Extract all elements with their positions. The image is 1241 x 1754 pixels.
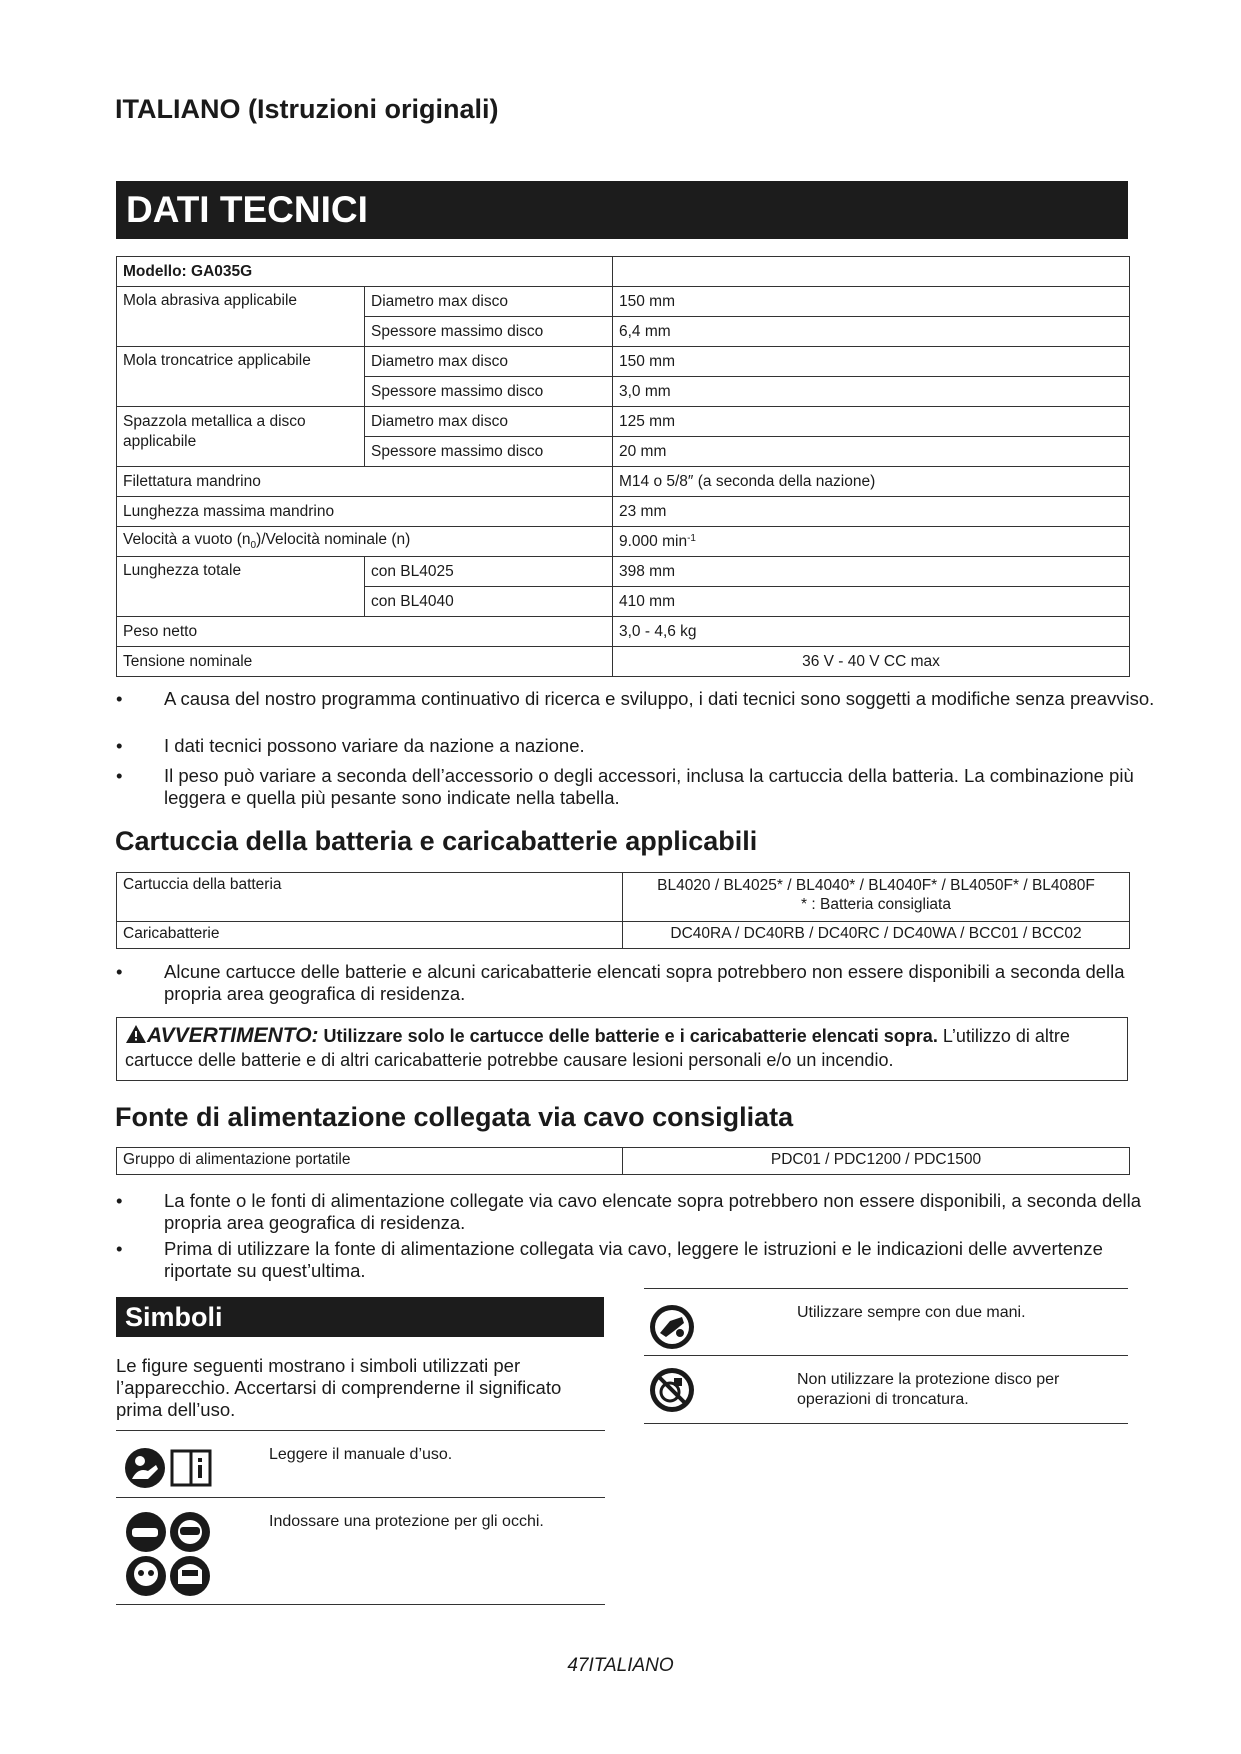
two-hands-icon [648, 1303, 696, 1351]
cutoff-diam-value: 150 mm [613, 347, 1130, 377]
symbol-row-hands [644, 1288, 1128, 1356]
abrasive-diam-label: Diametro max disco [365, 287, 613, 317]
spindle-thread-value: M14 o 5/8″ (a seconda della nazione) [613, 467, 1130, 497]
cartridge-label: Cartuccia della batteria [117, 873, 623, 922]
table-row [117, 257, 1130, 287]
brush-thick-value: 20 mm [613, 437, 1130, 467]
eye-protection-icon [124, 1510, 216, 1600]
cutoff-label: Mola troncatrice applicabile [117, 347, 365, 407]
length-bl4040-label: con BL4040 [365, 587, 613, 617]
spindle-length-value: 23 mm [613, 497, 1130, 527]
length-bl4040-value: 410 mm [613, 587, 1130, 617]
symbol-no-guard-text: Non utilizzare la protezione disco per operazioni di troncatura. [797, 1371, 1060, 1408]
table-row [117, 467, 1130, 497]
symbol-row-manual [116, 1430, 605, 1498]
table-row [117, 497, 1130, 527]
table-row [117, 617, 1130, 647]
charger-label: Caricabatterie [117, 922, 623, 949]
length-bl4025-label: con BL4025 [365, 557, 613, 587]
spindle-length-label: Lunghezza massima mandrino [117, 497, 613, 527]
abrasive-thick-value: 6,4 mm [613, 317, 1130, 347]
cutoff-thick-label: Spessore massimo disco [365, 377, 613, 407]
power-note: Prima di utilizzare la fonte di alimentazione collegata via cavo, leggere le istruzioni e le indicazioni delle avvertenze riportate su quest’ultima. [164, 1238, 1103, 1281]
page-header-title: ITALIANO (Istruzioni originali) [115, 94, 499, 124]
charger-value: DC40RA / DC40RB / DC40RC / DC40WA / BCC01 / BCC02 [623, 922, 1130, 949]
warning-box [116, 1017, 1128, 1081]
cutoff-diam-label: Diametro max disco [365, 347, 613, 377]
power-label: Gruppo di alimentazione portatile [117, 1148, 623, 1175]
table-row [117, 647, 1130, 677]
specs-table [116, 256, 1130, 677]
table-row [117, 407, 1130, 437]
speed-label: Velocità a vuoto $(n_0)$/Velocità nominale (n) [117, 527, 613, 557]
battery-heading: Cartuccia della batteria e caricabatterie applicabili [115, 826, 758, 856]
table-row [117, 287, 1130, 317]
no-guard-icon [648, 1366, 696, 1414]
note-text: I dati tecnici possono variare da nazione a nazione. [164, 735, 585, 756]
symbol-row-eyes [116, 1497, 605, 1605]
weight-value: 3,0 - 4,6 kg [613, 617, 1130, 647]
symbol-hands-text: Utilizzare sempre con due mani. [797, 1304, 1026, 1321]
warning-title: AVVERTIMENTO: [147, 1024, 319, 1047]
speed-value: 9.000 $\min^{-1}$ [613, 527, 1130, 557]
model-label: Modello: GA035G [117, 257, 613, 287]
voltage-label: Tensione nominale [117, 647, 613, 677]
brush-diam-label: Diametro max disco [365, 407, 613, 437]
table-row [117, 347, 1130, 377]
voltage-value: 36 V - 40 V CC max [613, 647, 1130, 677]
power-table [116, 1147, 1130, 1175]
brush-diam-value: 125 mm [613, 407, 1130, 437]
abrasive-diam-value: 150 mm [613, 287, 1130, 317]
table-row [117, 1148, 1130, 1175]
symbol-row-no-guard [644, 1355, 1128, 1424]
specs-banner: DATI TECNICI [116, 181, 1128, 239]
power-heading: Fonte di alimentazione collegata via cavo consigliata [115, 1102, 794, 1132]
note-text: A causa del nostro programma continuativo di ricerca e sviluppo, i dati tecnici sono soggetti a modifiche senza preavviso. [164, 688, 1155, 709]
length-bl4025-value: 398 mm [613, 557, 1130, 587]
spindle-thread-label: Filettatura mandrino [117, 467, 613, 497]
symbols-banner: Simboli [116, 1297, 604, 1337]
cutoff-thick-value: 3,0 mm [613, 377, 1130, 407]
total-length-label: Lunghezza totale [117, 557, 365, 617]
warning-text: L’utilizzo di altre cartucce delle batterie e di altri caricabatterie potrebbe causare lesioni personali e/o un incendio. [125, 1026, 1070, 1070]
cartridge-value: BL4020 / BL4025* / BL4040* / BL4040F* / BL4050F* / BL4080F * : Batteria consigliata [623, 873, 1130, 922]
warning-icon [125, 1024, 147, 1044]
footer-language: ITALIANO [588, 1655, 674, 1676]
page-number: 47 [567, 1655, 589, 1676]
abrasive-label: Mola abrasiva applicabile [117, 287, 365, 347]
table-row [117, 873, 1130, 922]
note-text: Il peso può variare a seconda dell’accessorio o degli accessori, inclusa la cartuccia della batteria. La combinazione più leggera e quella più pesante sono indicate nella tabella. [164, 765, 1134, 808]
page-footer [0, 1655, 1241, 1677]
power-note: La fonte o le fonti di alimentazione collegate via cavo elencate sopra potrebbero non essere disponibili, a seconda della propria area geografica di residenza. [164, 1190, 1142, 1233]
battery-table [116, 872, 1130, 949]
symbol-eyes-text: Indossare una protezione per gli occhi. [269, 1513, 544, 1530]
weight-label: Peso netto [117, 617, 613, 647]
abrasive-thick-label: Spessore massimo disco [365, 317, 613, 347]
power-value: PDC01 / PDC1200 / PDC1500 [623, 1148, 1130, 1175]
brush-label: Spazzola metallica a disco applicabile [117, 407, 365, 467]
brush-thick-label: Spessore massimo disco [365, 437, 613, 467]
table-row [117, 922, 1130, 949]
battery-note: Alcune cartucce delle batterie e alcuni caricabatterie elencati sopra potrebbero non essere disponibili a seconda della propria area geografica di residenza. [164, 961, 1125, 1004]
table-row [117, 557, 1130, 587]
read-manual-icon [124, 1445, 214, 1491]
symbol-manual-text: Leggere il manuale d’uso. [269, 1446, 453, 1463]
table-row [117, 527, 1130, 557]
symbols-intro: Le figure seguenti mostrano i simboli utilizzati per l’apparecchio. Accertarsi di comprenderne il significato prima dell’uso. [116, 1355, 562, 1420]
warning-bold: Utilizzare solo le cartucce delle batterie e i caricabatterie elencati sopra. [323, 1026, 938, 1046]
